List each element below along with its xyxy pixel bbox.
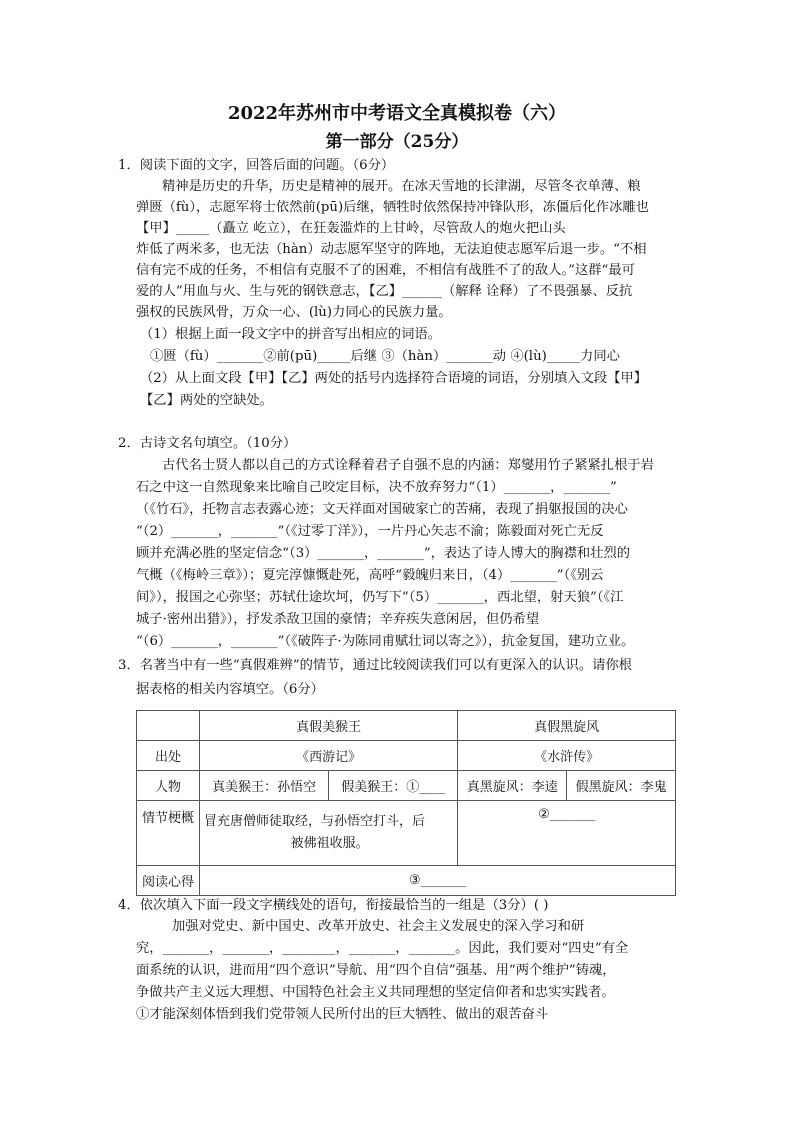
text-line: 精神是历史的升华，历史是精神的展开。在冰天雪地的长津湖，尽管冬衣单薄、粮 — [162, 179, 641, 194]
sub-question-2: （2）从上面文段【甲】【乙】两处的括号内选择符合语境的词语，分别填入文段【甲】 — [140, 371, 648, 386]
table-row — [137, 771, 676, 801]
text-line: 弹匮（fù），志愿军将士依然前(pū)后继，牺牲时依然保持冲锋队形，冻僵后化作冰雕也 — [136, 200, 649, 215]
table-row — [137, 741, 676, 771]
table-cell: 真黑旋风：李逵 — [458, 771, 567, 801]
table-header-cell: 真假美猴王 — [200, 711, 458, 741]
text-line: 【甲】_____（矗立 屹立），在狂轰滥炸的上甘岭，尽管敌人的炮火把山头 — [136, 221, 566, 236]
question-1-heading: 1．阅读下面的文字，回答后面的问题。（6分） — [118, 158, 395, 173]
fill-blank-line: ①匮（fù）_______②前(pū)_____后继 ③（hàn）_______动 ④(lù)_____力同心 — [150, 349, 620, 364]
section-title: 第一部分（25分） — [325, 132, 469, 152]
sub-question-1: （1）根据上面一段文字中的拼音写出相应的词语。 — [140, 327, 441, 342]
table-header-cell: 真假黑旋风 — [458, 711, 676, 741]
text-line: 加强对党史、新中国史、改革开放史、社会主义发展史的深入学习和研 — [172, 919, 585, 934]
table-cell: 真美猴王：孙悟空 — [200, 771, 329, 801]
text-line: 气概（《梅岭三章》）；夏完淳慷慨赴死，高呼“毅魄归来日，（4）_______”（《别云 — [136, 568, 604, 583]
row-label: 人物 — [137, 771, 200, 801]
text-line: 爱的人”用血与火、生与死的钢铁意志，【乙】______（解释 诠释）了不畏强暴、反抗 — [136, 284, 633, 299]
table-row — [137, 711, 676, 741]
table-cell: 假黑旋风：李鬼 — [567, 771, 676, 801]
table-cell-blank[interactable]: ③_______ — [200, 866, 676, 896]
text-line: 据表格的相关内容填空。（6分） — [136, 682, 324, 697]
text-line: 石之中这一自然现象来比喻自己咬定目标，决不放弃努力“（1）_______，_______” — [136, 480, 617, 495]
table-corner-cell — [137, 711, 200, 741]
table-cell-blank[interactable]: 假美猴王：①____ — [329, 771, 458, 801]
row-label: 阅读心得 — [137, 866, 200, 896]
table-cell: 《西游记》 — [200, 741, 458, 771]
text-line: 强权的民族风骨，万众一心、(lù)力同心的民族力量。 — [136, 305, 452, 320]
table-row — [137, 866, 676, 896]
text-line: 【乙】两处的空缺处。 — [140, 393, 273, 408]
question-4-heading: 4．依次填入下面一段文字横线处的语句，衔接最恰当的一组是（3分）( ) — [118, 898, 549, 913]
comparison-table — [136, 710, 676, 896]
table-cell: 《水浒传》 — [458, 741, 676, 771]
table-cell-blank[interactable]: ②_______ — [458, 801, 676, 866]
text-line: “（2）_______，_______”（《过零丁洋》），一片丹心矢志不渝；陈毅面对死亡无反 — [136, 524, 604, 539]
text-line: （《竹石》，托物言志表露心迹；文天祥面对国破家亡的苦痛，表现了捐躯报国的决心 — [136, 502, 628, 517]
option-line: ①才能深刻体悟到我们党带领人民所付出的巨大牺牲、做出的艰苦奋斗 — [136, 1007, 549, 1022]
text-line: 争做共产主义远大理想、中国特色社会主义共同理想的坚定信仰者和忠实实践者。 — [136, 985, 615, 1000]
text-line: 面系统的认识，进而用“四个意识”导航、用“四个自信”强基、用“两个维护”铸魂， — [136, 963, 616, 978]
page-title: 2022年苏州市中考语文全真模拟卷（六） — [227, 103, 567, 124]
text-line: 信有完不成的任务，不相信有克服不了的困难，不相信有战胜不了的敌人。”这群“最可 — [136, 263, 635, 278]
plot-text-line: 冒充唐僧师徒取经，与孙悟空打斗，后 — [204, 814, 426, 829]
text-line: “（6）_______，_______”（《破阵子·为陈同甫赋壮词以寄之》），抗金复国，建功立业。 — [136, 634, 635, 649]
text-line: 究，_______，_______，________，_______，_______。因此，我们要对“四史”有全 — [136, 941, 629, 956]
row-label: 情节梗概 — [137, 801, 200, 866]
text-line: 古代名士贤人都以自己的方式诠释着君子自强不息的内涵：郑燮用竹子紧紧扎根于岩 — [162, 458, 654, 473]
question-3-heading: 3．名著当中有一些“真假难辨”的情节，通过比较阅读我们可以有更深入的认识。请你根 — [118, 658, 633, 673]
text-line: 间》），报国之心弥坚；苏轼仕途坎坷，仍写下“（5）_______，西北望，射天狼”（《江 — [136, 590, 624, 605]
table-row — [137, 801, 676, 866]
text-line: 炸低了两米多，也无法（hàn）动志愿军坚守的阵地，无法迫使志愿军后退一步。“不相 — [136, 242, 647, 257]
row-label: 出处 — [137, 741, 200, 771]
text-line: 城子·密州出猎》），抒发杀敌卫国的豪情；辛弃疾失意闲居，但仍希望 — [136, 612, 540, 627]
question-2-heading: 2．古诗文名句填空。（10分） — [118, 436, 297, 451]
table-cell — [200, 801, 458, 866]
plot-text-line: 被佛祖收服。 — [290, 836, 369, 851]
text-line: 顾并充满必胜的坚定信念“（3）_______，_______”，表达了诗人博大的胸襟和壮烈的 — [136, 546, 631, 561]
